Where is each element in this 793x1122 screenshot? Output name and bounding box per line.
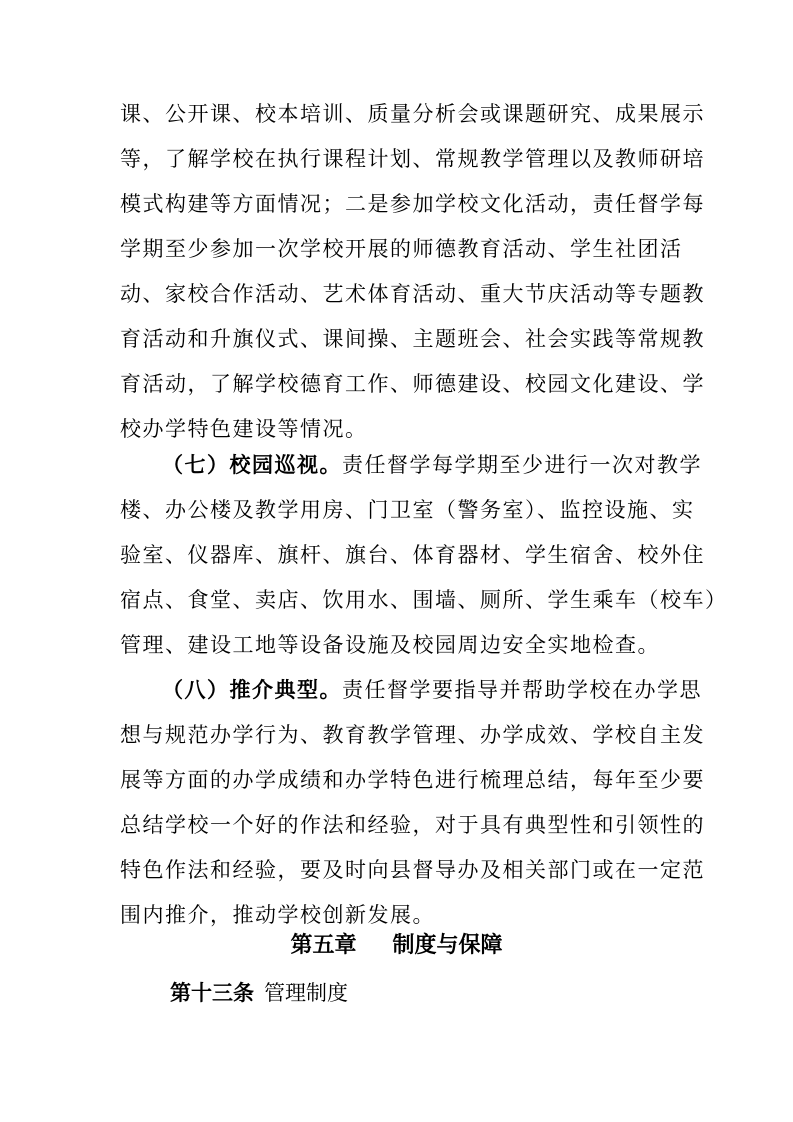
article-number: 第十三条 xyxy=(170,981,254,1005)
paragraph-line: 展等方面的办学成绩和办学特色进行梳理总结，每年至少要 xyxy=(120,768,705,792)
article-heading xyxy=(170,980,348,1006)
paragraph-line: 育活动和升旗仪式、课间操、主题班会、社会实践等常规教 xyxy=(120,327,705,351)
paragraph-line: 课、公开课、校本培训、质量分析会或课题研究、成果展示 xyxy=(120,102,705,126)
paragraph-line: 育活动，了解学校德育工作、师德建设、校园文化建设、学 xyxy=(120,372,705,396)
chapter-heading xyxy=(0,932,793,960)
paragraph-line: 校办学特色建设等情况。 xyxy=(120,417,368,441)
paragraph-first-line xyxy=(162,677,702,703)
paragraph-line: 围内推介，推动学校创新发展。 xyxy=(120,903,435,927)
paragraph-line: 学期至少参加一次学校开展的师德教育活动、学生社团活 xyxy=(120,237,683,261)
paragraph-line: 管理、建设工地等设备设施及校园周边安全实地检查。 xyxy=(120,633,660,657)
paragraph-line: 特色作法和经验，要及时向县督导办及相关部门或在一定范 xyxy=(120,858,705,882)
paragraph-line: 总结学校一个好的作法和经验，对于具有典型性和引领性的 xyxy=(120,813,705,837)
section-heading: （七）校园巡视。 xyxy=(162,453,342,477)
paragraph-line: 动、家校合作活动、艺术体育活动、重大节庆活动等专题教 xyxy=(120,282,705,306)
paragraph-text: 责任督学每学期至少进行一次对教学 xyxy=(342,453,702,477)
chapter-title: 制度与保障 xyxy=(392,933,503,958)
paragraph-line: 验室、仪器库、旗杆、旗台、体育器材、学生宿舍、校外住 xyxy=(120,543,705,567)
paragraph-line: 等，了解学校在执行课程计划、常规教学管理以及教师研培 xyxy=(120,147,705,171)
paragraph-first-line xyxy=(162,452,702,478)
paragraph-line: 楼、办公楼及教学用房、门卫室（警务室）、监控设施、实 xyxy=(120,498,695,522)
section-heading: （八）推介典型。 xyxy=(162,678,342,702)
paragraph-line: 想与规范办学行为、教育教学管理、办学成效、学校自主发 xyxy=(120,723,705,747)
chapter-number: 第五章 xyxy=(290,933,357,958)
paragraph-line: 模式构建等方面情况；二是参加学校文化活动，责任督学每 xyxy=(120,192,705,216)
paragraph-line: 宿点、食堂、卖店、饮用水、围墙、厕所、学生乘车（校车） xyxy=(120,588,728,612)
article-title: 管理制度 xyxy=(264,981,348,1005)
paragraph-text: 责任督学要指导并帮助学校在办学思 xyxy=(342,678,702,702)
